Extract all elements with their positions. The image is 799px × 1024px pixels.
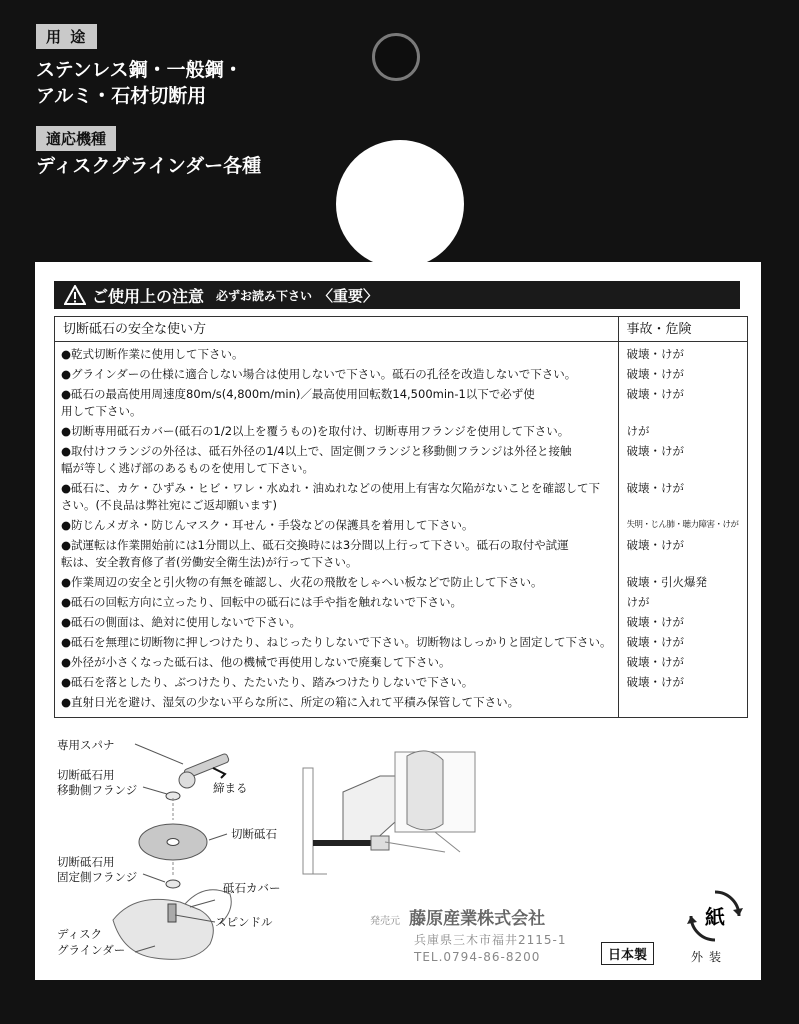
recycle-mark-text: 紙 xyxy=(705,905,725,929)
rule-text: ●グラインダーの仕様に適合しない場合は使用しないで下さい。砥石の孔径を改造しないで下さい。 xyxy=(61,367,577,381)
rule-text: ●試運転は作業開始前には1分間以上、砥石交換時には3分間以上行って下さい。砥石の取付や試運 xyxy=(61,538,569,552)
risk-text: 破壊・けが xyxy=(626,675,685,689)
label-spanner: 専用スパナ xyxy=(57,738,115,752)
risk-text: 破壊・けが xyxy=(626,615,685,629)
grinder-side-view xyxy=(303,751,475,874)
rule-text: 転は、安全教育修了者(労働安全衛生法)が行って下さい。 xyxy=(61,555,358,569)
rule-text: ●砥石の回転方向に立ったり、回転中の砥石には手や指を触れないで下さい。 xyxy=(61,595,463,609)
risk-text: 破壊・けが xyxy=(626,367,685,381)
risk-text: 破壊・けが xyxy=(626,444,685,458)
rule-text: ●外径が小さくなった砥石は、他の機械で再使用しないで廃棄して下さい。 xyxy=(61,655,451,669)
grinder-illustration xyxy=(113,890,231,960)
seller-prefix: 発売元 xyxy=(370,916,400,927)
company-tel: TEL.0794-86-8200 xyxy=(414,950,541,964)
risk-text: けが xyxy=(626,595,650,609)
warning-important: 〈重要〉 xyxy=(318,286,379,305)
usage-line-2: アルミ・石材切断用 xyxy=(36,85,207,107)
safety-table xyxy=(54,316,748,718)
usage-line-1: ステンレス鋼・一般鋼・ xyxy=(36,59,243,81)
label-moving-flange-1: 切断砥石用 xyxy=(57,768,115,782)
paper-recycle-icon xyxy=(685,886,745,950)
rule-text: 幅が等しく逃げ部のあるものを使用して下さい。 xyxy=(61,461,314,475)
label-cutting-wheel: 切断砥石 xyxy=(231,827,277,841)
caution-card xyxy=(35,262,761,980)
table-header-usage: 切断砥石の安全な使い方 xyxy=(55,317,619,342)
moving-flange-illustration xyxy=(143,787,180,820)
risk-text xyxy=(627,694,739,711)
company-info xyxy=(370,904,630,964)
rule-text: ●取付けフランジの外径は、砥石外径の1/4以上で、固定側フランジと移動側フランジは外径と接触 xyxy=(61,444,572,458)
company-address: 兵庫県三木市福井2115-1 xyxy=(414,933,567,947)
label-fixed-flange-1: 切断砥石用 xyxy=(57,855,115,869)
rule-text: ●直射日光を避け、湿気の少ない平らな所に、所定の箱に入れて平積み保管して下さい。 xyxy=(61,695,520,709)
warning-must-read: 必ずお読み下さい xyxy=(216,288,313,303)
warning-bar xyxy=(54,281,740,309)
rule-text: ●砥石を無理に切断物に押しつけたり、ねじったりしないで下さい。切断物はしっかりと固定して下さい。 xyxy=(61,635,612,649)
outer-packaging-label: 外装 xyxy=(691,950,728,964)
rule-text: ●砥石の側面は、絶対に使用しないで下さい。 xyxy=(61,615,302,629)
label-wheel-cover: 砥石カバー xyxy=(223,881,281,895)
usage-label: 用 途 xyxy=(36,24,97,49)
risk-text: 破壊・けが xyxy=(626,347,685,361)
rule-text: さい。(不良品は弊社宛にご返却願います) xyxy=(61,498,277,512)
table-header-risk: 事故・危険 xyxy=(618,317,747,342)
rule-text: ●作業周辺の安全と引火物の有無を確認し、火花の飛散をしゃへい板などで防止して下さい。 xyxy=(61,575,543,589)
hang-hole-small xyxy=(372,33,420,81)
usage-text xyxy=(36,57,243,109)
risk-list xyxy=(618,342,747,718)
warning-icon xyxy=(64,285,86,305)
rule-text: ●砥石を落としたり、ぶつけたり、たたいたり、踏みつけたりしないで下さい。 xyxy=(61,675,474,689)
label-fixed-flange-2: 固定側フランジ xyxy=(57,870,138,884)
risk-text: けが xyxy=(626,424,650,438)
rule-text: ●乾式切断作業に使用して下さい。 xyxy=(61,347,244,361)
risk-text: 破壊・けが xyxy=(626,387,685,401)
fixed-flange-illustration xyxy=(143,874,180,888)
risk-text: 破壊・引火爆発 xyxy=(626,575,708,589)
label-spindle: スピンドル xyxy=(215,915,273,929)
hang-hole-large xyxy=(336,140,464,268)
label-grinder-1: ディスク xyxy=(57,927,103,941)
cutting-wheel-illustration xyxy=(139,824,227,877)
model-label: 適応機種 xyxy=(36,126,116,151)
risk-text: 破壊・けが xyxy=(626,635,685,649)
rule-text: ●砥石に、カケ・ひずみ・ヒビ・ワレ・水ぬれ・油ぬれなどの使用上有害な欠陥がないことを確認して下 xyxy=(61,481,601,495)
rule-text: ●防じんメガネ・防じんマスク・耳せん・手袋などの保護具を着用して下さい。 xyxy=(61,518,474,532)
company-name: 藤原産業株式会社 xyxy=(409,909,546,929)
rule-text: 用して下さい。 xyxy=(61,404,142,418)
risk-text: 破壊・けが xyxy=(626,655,685,669)
label-moving-flange-2: 移動側フランジ xyxy=(57,783,138,797)
rule-text: ●切断専用砥石カバー(砥石の1/2以上を覆うもの)を取付け、切断専用フランジを使用して下さい。 xyxy=(61,424,570,438)
rules-list xyxy=(55,342,619,718)
warning-title: ご使用上の注意 xyxy=(92,286,205,306)
made-in-japan-badge: 日本製 xyxy=(601,942,654,965)
risk-text: 破壊・けが xyxy=(626,481,685,495)
rule-text: ●砥石の最高使用周速度80m/s(4,800m/min)／最高使用回転数14,500min-1以下で必ず使 xyxy=(61,387,535,401)
risk-text: 失明・じん肺・聴力障害・けが xyxy=(626,520,739,530)
label-tighten: 締まる xyxy=(213,781,248,795)
risk-text: 破壊・けが xyxy=(626,538,685,552)
model-text: ディスクグラインダー各種 xyxy=(36,155,262,177)
label-grinder-2: グラインダー xyxy=(57,943,126,957)
